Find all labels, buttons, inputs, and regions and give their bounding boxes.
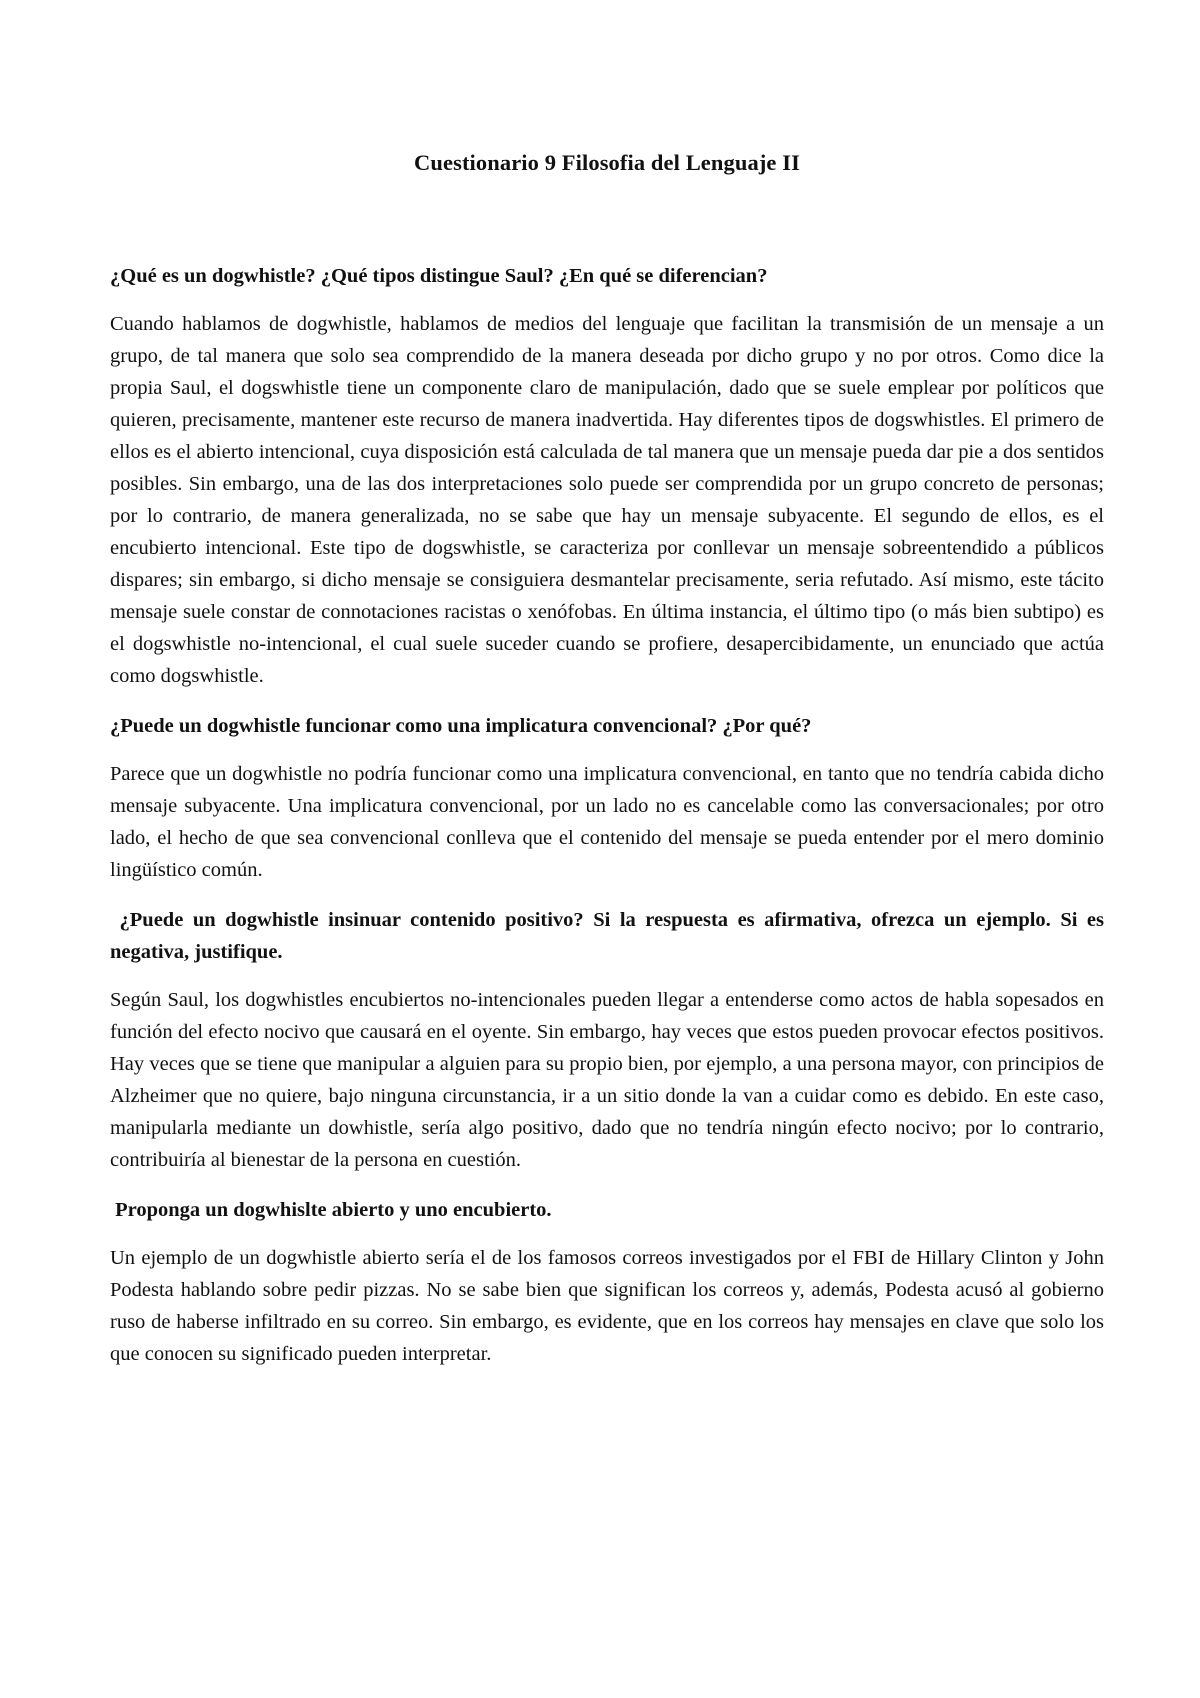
answer-3: Según Saul, los dogwhistles encubiertos no-intencionales pueden llegar a entenderse como actos de habla sopesados en función del efecto nocivo que causará en el oyente. Sin embargo, hay veces que estos pueden provocar efectos positivos. Hay veces que se tiene que manipular a alguien para su propio bien, por ejemplo, a una persona mayor, con principios de Alzheimer que no quiere, bajo ninguna circunstancia, ir a un sitio donde la van a cuidar como es debido. En este caso, manipularla mediante un dowhistle, sería algo positivo, dado que no tendría ningún efecto nocivo; por lo contrario, contribuiría al bienestar de la persona en cuestión.	[110, 989, 1104, 1171]
answer-2: Parece que un dogwhistle no podría funcionar como una implicatura convencional, en tanto que no tendría cabida dicho mensaje subyacente. Una implicatura convencional, por un lado no es cancelable como las conversacionales; por otro lado, el hecho de que sea convencional conlleva que el contenido del mensaje se pueda entender por el mero dominio lingüístico común.	[110, 763, 1104, 881]
question-1: ¿Qué es un dogwhistle? ¿Qué tipos distingue Saul? ¿En qué se diferencian?	[110, 265, 768, 287]
answer-4: Un ejemplo de un dogwhistle abierto sería el de los famosos correos investigados por el FBI de Hillary Clinton y John Podesta hablando sobre pedir pizzas. No se sabe bien que significan los correos y, además, Podesta acusó al gobierno ruso de haberse infiltrado en su correo. Sin embargo, es evidente, que en los correos hay mensajes en clave que solo los que conocen su significado pueden interpretar.	[110, 1247, 1104, 1365]
answer-1: Cuando hablamos de dogwhistle, hablamos de medios del lenguaje que facilitan la transmisión de un mensaje a un grupo, de tal manera que solo sea comprendido de la manera deseada por dicho grupo y no por otros. Como dice la propia Saul, el dogswhistle tiene un componente claro de manipulación, dado que se suele emplear por políticos que quieren, precisamente, mantener este recurso de manera inadvertida. Hay diferentes tipos de dogswhistles. El primero de ellos es el abierto intencional, cuya disposición está calculada de tal manera que un mensaje pueda dar pie a dos sentidos posibles. Sin embargo, una de las dos interpretaciones solo puede ser comprendida por un grupo concreto de personas; por lo contrario, de manera generalizada, no se sabe que hay un mensaje subyacente. El segundo de ellos, es el encubierto intencional. Este tipo de dogswhistle, se caracteriza por conllevar un mensaje sobreentendido a públicos dispares; sin embargo, si dicho mensaje se consiguiera desmantelar precisamente, seria refutado. Así mismo, este tácito mensaje suele constar de connotaciones racistas o xenófobas. En última instancia, el último tipo (o más bien subtipo) es el dogswhistle no-intencional, el cual suele suceder cuando se profiere, desapercibidamente, un enunciado que actúa como dogswhistle.	[110, 313, 1104, 687]
document-title: Cuestionario 9 Filosofia del Lenguaje II	[414, 150, 800, 175]
question-4: Proponga un dogwhislte abierto y uno encubierto.	[110, 1199, 552, 1221]
question-2: ¿Puede un dogwhistle funcionar como una implicatura convencional? ¿Por qué?	[110, 715, 812, 737]
question-3: ¿Puede un dogwhistle insinuar contenido positivo? Si la respuesta es afirmativa, ofrezca un ejemplo. Si es negativa, justifique.	[110, 909, 1110, 963]
